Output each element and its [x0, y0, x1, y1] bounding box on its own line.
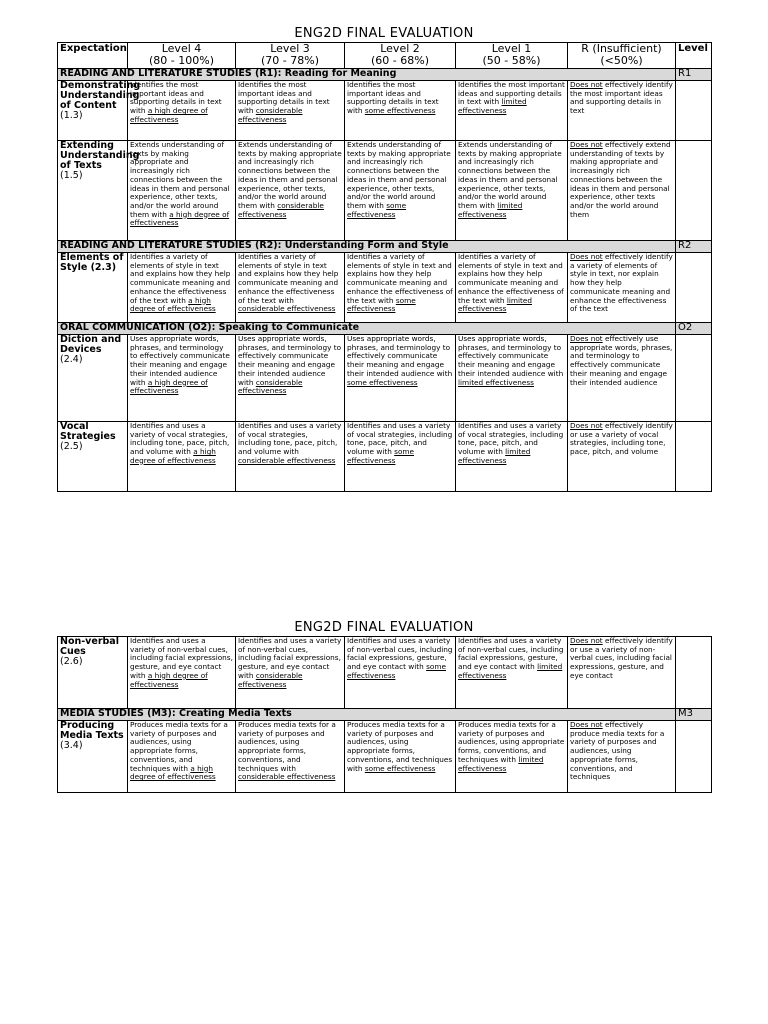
level-entry-cell[interactable]	[676, 335, 712, 422]
cell-level-2	[345, 422, 456, 492]
cell-level-3	[236, 81, 345, 141]
effectiveness-phrase: considerable effectiveness	[238, 772, 336, 782]
section-header-row	[58, 241, 712, 253]
cell-text: Identifies the most important ideas and supporting details in text with	[458, 80, 565, 107]
level-entry-cell[interactable]	[676, 637, 712, 709]
expectation-cell	[58, 140, 140, 241]
effectiveness-phrase: limited effectiveness	[458, 200, 523, 219]
cell-r-insufficient	[568, 721, 676, 793]
cell-text: Identifies and uses a variety of non-verbal cues, including facial expressions, gesture, and eye contact with	[347, 636, 453, 672]
expectation-name: Demonstrating Understanding of Content	[60, 80, 141, 111]
rubric-row	[58, 141, 712, 241]
section-header-row	[58, 709, 712, 721]
cell-text: Uses appropriate words, phrases, and terminology to effectively communicate their meaning and engage their intended audience with	[347, 334, 453, 378]
cell-text: Identifies the most important ideas and supporting details in text with	[347, 80, 439, 116]
effectiveness-phrase: considerable effectiveness	[238, 670, 303, 689]
cell-text: effectively identify a variety of elements of style in text, nor explain how they help communicate meaning and enhance the effectiveness of the text	[570, 252, 673, 314]
expectation-name: Elements of Style (2.3)	[60, 252, 124, 273]
cell-level-2	[345, 335, 456, 422]
cell-r-insufficient	[568, 422, 676, 492]
cell-text: Identifies a variety of elements of style in text and explains how they help communicate meaning and enhance the effectiveness of the text with	[130, 252, 231, 305]
effectiveness-phrase: a high degree of effectiveness	[130, 295, 216, 314]
effectiveness-phrase: a high degree of effectiveness	[130, 209, 230, 228]
cell-level-1	[456, 81, 568, 141]
effectiveness-phrase: Does not	[570, 80, 603, 89]
effectiveness-phrase: considerable effectiveness	[238, 455, 336, 465]
effectiveness-phrase: limited effectiveness	[458, 97, 527, 116]
expectation-ref: (2.6)	[60, 656, 83, 667]
cell-text: Extends understanding of texts by making appropriate and increasingly rich connections between the ideas in them and personal experience, other texts, and/or the world around them with	[347, 140, 451, 210]
cell-level-3	[236, 637, 345, 709]
cell-text: Identifies and uses a variety of vocal strategies, including tone, pace, pitch, and volume with	[458, 421, 564, 457]
cell-level-2	[345, 253, 456, 323]
expectation-ref: (3.4)	[60, 740, 83, 751]
expectation-ref: (2.5)	[60, 441, 83, 452]
cell-level-1	[456, 422, 568, 492]
effectiveness-phrase: limited effectiveness	[458, 662, 563, 680]
effectiveness-phrase: Does not	[570, 421, 603, 430]
effectiveness-phrase: considerable effectiveness	[238, 200, 324, 219]
section-title: READING AND LITERATURE STUDIES (R2): Understanding Form and Style	[58, 241, 676, 253]
cell-text: Identifies and uses a variety of non-verbal cues, including facial expressions, gesture, and eye contact with	[238, 636, 342, 680]
cell-text: effectively identify or use a variety of non-verbal cues, including facial expressions, gesture, and eye contact	[570, 636, 673, 680]
effectiveness-phrase: some effectiveness	[364, 106, 436, 116]
effectiveness-phrase: Does not	[570, 252, 603, 261]
expectation-cell	[58, 335, 128, 422]
header-level-1: Level 1 (50 - 58%)	[456, 43, 568, 69]
cell-text: Extends understanding of texts by making appropriate and increasingly rich connections between the ideas in them and personal experience, other texts, and/or the world around them with	[238, 140, 342, 210]
cell-r-insufficient	[568, 637, 676, 709]
effectiveness-phrase: Does not	[570, 334, 603, 343]
expectation-name: Vocal Strategies	[60, 421, 116, 442]
cell-level-4	[128, 335, 236, 422]
rubric-row	[58, 335, 712, 422]
rubric-table-1	[57, 42, 712, 492]
effectiveness-phrase: a high degree of effectiveness	[130, 377, 208, 396]
section-header-row	[58, 323, 712, 335]
cell-level-1	[456, 335, 568, 422]
effectiveness-phrase: considerable effectiveness	[238, 304, 336, 314]
effectiveness-phrase: a high degree of effectiveness	[130, 106, 208, 124]
cell-level-3	[236, 422, 345, 492]
cell-text: effectively extend understanding of texts by making appropriate and increasingly rich connections between the ideas in them and personal experience, other texts and/or the world around them	[570, 140, 671, 219]
effectiveness-phrase: Does not	[570, 140, 603, 149]
expectation-ref: (1.3)	[60, 110, 83, 121]
expectation-ref: (2.4)	[60, 354, 83, 365]
cell-r-insufficient	[568, 253, 676, 323]
cell-text: Identifies the most important ideas and supporting details in text with	[238, 80, 330, 116]
cell-text: Produces media texts for a variety of purposes and audiences, using appropriate forms, conventions, and techniques with	[458, 720, 565, 764]
expectation-cell	[58, 637, 128, 709]
cell-text: Identifies and uses a variety of vocal strategies, including tone, pace, pitch, and volume with	[238, 421, 342, 457]
level-entry-cell[interactable]	[676, 81, 712, 141]
page-title: ENG2D FINAL EVALUATION	[294, 26, 474, 41]
cell-text: Identifies the most important ideas and supporting details in text with	[130, 80, 222, 116]
section-code: M3	[676, 709, 712, 721]
cell-text: Produces media texts for a variety of purposes and audiences, using appropriate forms, conventions, and techniques with	[347, 720, 453, 773]
cell-r-insufficient	[568, 81, 676, 141]
effectiveness-phrase: considerable effectiveness	[238, 377, 303, 396]
effectiveness-phrase: some effectiveness	[347, 200, 407, 219]
cell-text: Identifies a variety of elements of style in text and explains how they help communicate meaning and enhance the effectiveness of the text with	[458, 252, 564, 305]
cell-level-1	[456, 637, 568, 709]
effectiveness-phrase: some effectiveness	[347, 447, 415, 465]
cell-level-4	[128, 81, 236, 141]
cell-text: Extends understanding of texts by making appropriate and increasingly rich connections between the ideas in them and personal experience, other texts, and/or the world around them with	[130, 140, 230, 219]
cell-text: Identifies and uses a variety of vocal strategies, including tone, pace, pitch, and volume with	[347, 421, 453, 457]
expectation-name: Producing Media Texts	[60, 720, 124, 741]
cell-text: Uses appropriate words, phrases, and terminology to effectively communicate their meaning and engage their intended audience with	[130, 334, 230, 387]
section-header-row	[58, 69, 712, 81]
effectiveness-phrase: Does not	[570, 636, 603, 645]
level-entry-cell[interactable]	[676, 721, 712, 793]
cell-level-2	[345, 637, 456, 709]
cell-text: effectively produce media texts for a variety of purposes and audiences, using appropriate forms, conventions, and techniques	[570, 720, 665, 782]
expectation-cell	[58, 721, 128, 793]
effectiveness-phrase: limited effectiveness	[458, 754, 544, 773]
effectiveness-phrase: limited effectiveness	[458, 377, 534, 387]
expectation-cell	[58, 253, 128, 323]
header-level-4: Level 4 (80 - 100%)	[128, 43, 236, 69]
cell-level-2	[345, 721, 456, 793]
cell-text: Uses appropriate words, phrases, and terminology to effectively communicate their meaning and engage their intended audience with	[458, 334, 564, 378]
cell-level-1	[456, 721, 568, 793]
level-entry-cell[interactable]	[676, 253, 712, 323]
expectation-cell	[58, 422, 128, 492]
cell-level-4	[128, 422, 236, 492]
expectation-cell	[58, 80, 141, 141]
header-level: Level	[676, 43, 712, 69]
cell-level-1	[456, 141, 568, 241]
cell-r-insufficient	[568, 335, 676, 422]
cell-text: Extends understanding of texts by making appropriate and increasingly rich connections between the ideas in them and personal experience, other texts, and/or the world around them with	[458, 140, 562, 210]
cell-text: Uses appropriate words, phrases, and terminology to effectively communicate their meaning and engage their intended audience with	[238, 334, 342, 387]
cell-text: Identifies and uses a variety of non-verbal cues, including facial expressions, gesture, and eye contact with	[458, 636, 564, 672]
rubric-row	[58, 721, 712, 793]
effectiveness-phrase: a high degree of effectiveness	[130, 763, 216, 782]
cell-level-4	[128, 253, 236, 323]
section-title: MEDIA STUDIES (M3): Creating Media Texts	[58, 709, 676, 721]
effectiveness-phrase: Does not	[570, 720, 603, 729]
cell-text: Produces media texts for a variety of purposes and audiences, using appropriate forms, conventions, and techniques with	[238, 720, 336, 773]
cell-r-insufficient	[568, 141, 676, 241]
header-level-3: Level 3 (70 - 78%)	[236, 43, 345, 69]
cell-level-3	[236, 141, 345, 241]
section-code: R2	[676, 241, 712, 253]
cell-text: Identifies a variety of elements of style in text and explains how they help communicate meaning and enhance the effectiveness of the text with	[347, 252, 453, 305]
page-title-2: ENG2D FINAL EVALUATION	[294, 620, 474, 635]
section-code: O2	[676, 323, 712, 335]
header-expectation: Expectation	[58, 43, 128, 69]
section-code: R1	[676, 69, 712, 81]
section-title: ORAL COMMUNICATION (O2): Speaking to Communicate	[58, 323, 676, 335]
cell-level-1	[456, 253, 568, 323]
effectiveness-phrase: some effectiveness	[347, 377, 418, 387]
header-row	[58, 43, 712, 69]
expectation-ref: (1.5)	[60, 170, 83, 181]
rubric-row	[58, 637, 712, 709]
effectiveness-phrase: considerable effectiveness	[238, 106, 303, 124]
rubric-row	[58, 253, 712, 323]
cell-level-3	[236, 253, 345, 323]
cell-text: Identifies a variety of elements of style in text and explains how they help communicate meaning and enhance the effectiveness of the text with	[238, 252, 339, 305]
expectation-name: Non-verbal Cues	[60, 636, 119, 657]
cell-level-4	[128, 141, 236, 241]
level-entry-cell[interactable]	[676, 422, 712, 492]
effectiveness-phrase: a high degree of effectiveness	[130, 447, 216, 465]
cell-text: effectively identify or use a variety of vocal strategies, including tone, pace, pitch, and volume	[570, 421, 673, 457]
cell-text: effectively identify the most important ideas and supporting details in text	[570, 80, 673, 116]
header-r-insufficient: R (Insufficient) (<50%)	[568, 43, 676, 69]
level-entry-cell[interactable]	[676, 141, 712, 241]
cell-text: Produces media texts for a variety of purposes and audiences, using appropriate forms, conventions, and techniques with	[130, 720, 228, 773]
section-title: READING AND LITERATURE STUDIES (R1): Reading for Meaning	[58, 69, 676, 81]
cell-text: Identifies and uses a variety of non-verbal cues, including facial expressions, gesture, and eye contact with	[130, 636, 233, 680]
effectiveness-phrase: some effectiveness	[347, 295, 416, 314]
rubric-row	[58, 81, 712, 141]
cell-level-3	[236, 721, 345, 793]
expectation-name: Diction and Devices	[60, 334, 122, 355]
effectiveness-phrase: some effectiveness	[364, 763, 436, 773]
effectiveness-phrase: some effectiveness	[347, 662, 446, 680]
cell-text: effectively use appropriate words, phrases, and terminology to effectively communicate their meaning and engage their intended audience	[570, 334, 673, 387]
effectiveness-phrase: limited effectiveness	[458, 447, 531, 465]
cell-level-3	[236, 335, 345, 422]
cell-text: Identifies and uses a variety of vocal strategies, including tone, pace, pitch, and volume with	[130, 421, 230, 457]
expectation-name: Extending Understanding of Texts	[60, 140, 140, 171]
cell-level-2	[345, 81, 456, 141]
cell-level-2	[345, 141, 456, 241]
cell-level-4	[128, 637, 236, 709]
effectiveness-phrase: a high degree of effectiveness	[130, 670, 208, 689]
rubric-table-2	[57, 636, 712, 793]
rubric-row	[58, 422, 712, 492]
header-level-2: Level 2 (60 - 68%)	[345, 43, 456, 69]
effectiveness-phrase: limited effectiveness	[458, 295, 533, 314]
cell-level-4	[128, 721, 236, 793]
